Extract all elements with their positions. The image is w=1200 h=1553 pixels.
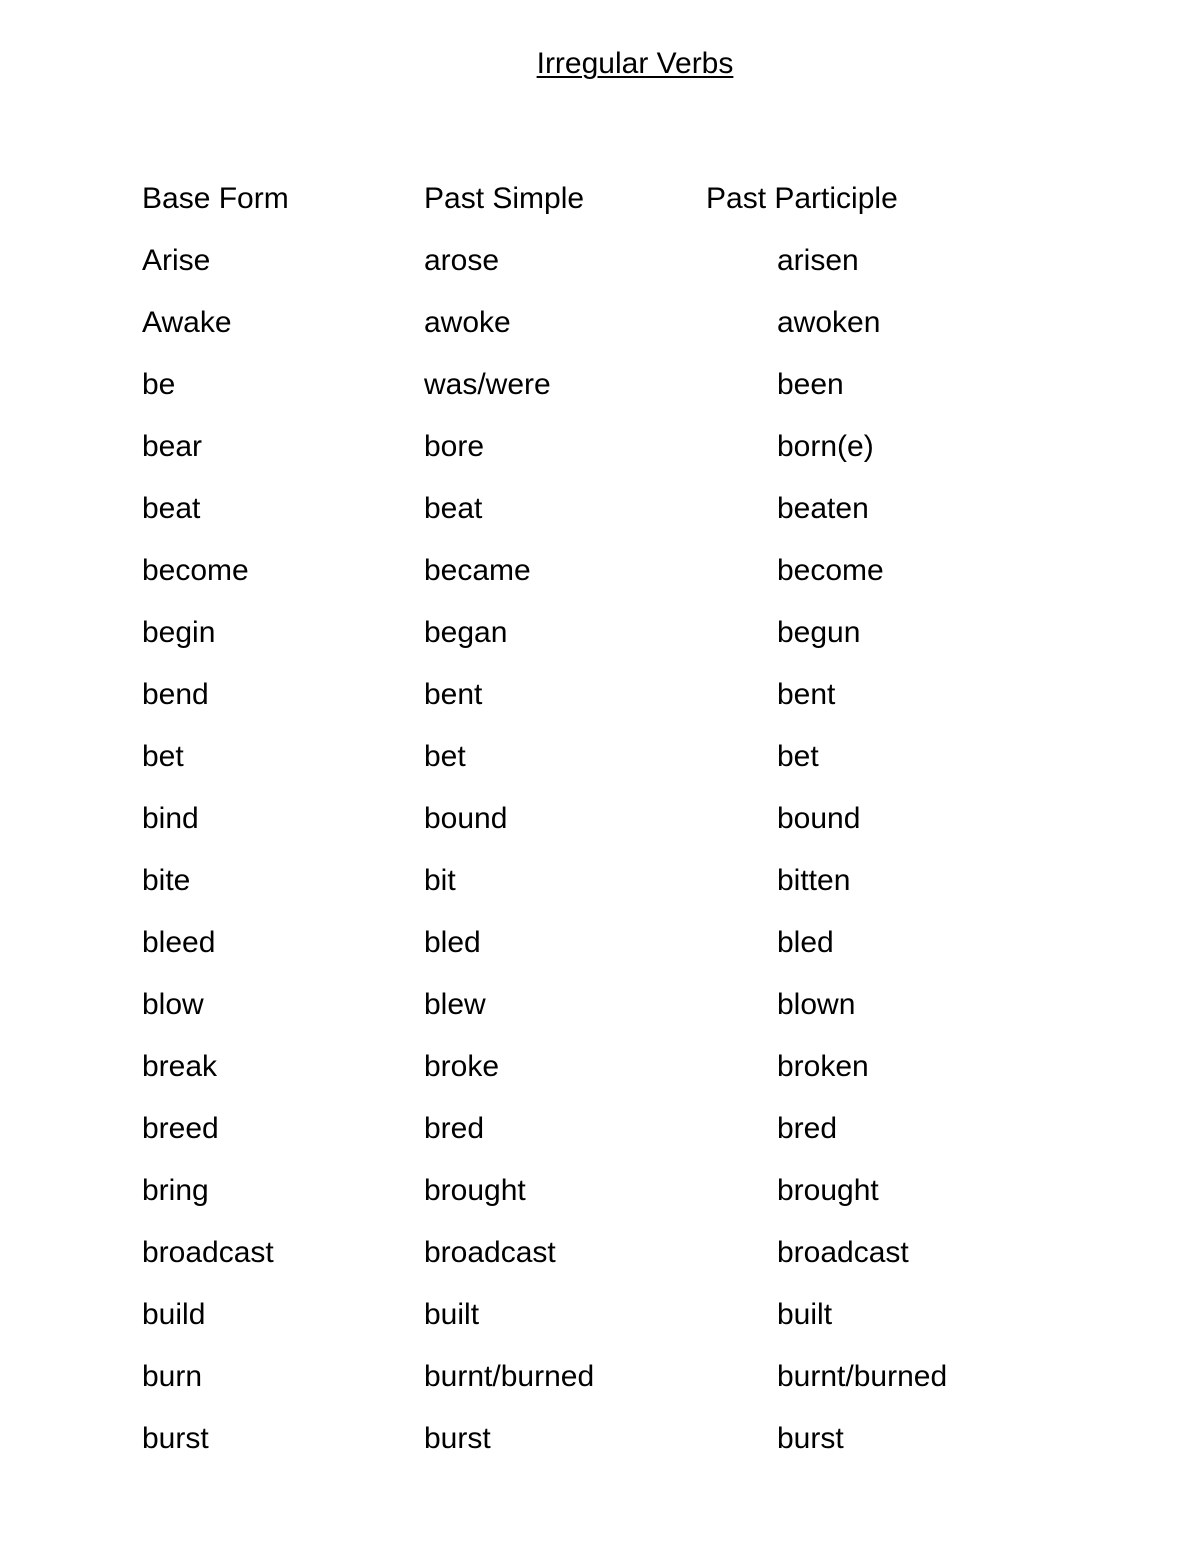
cell-base-form: become [142,554,249,587]
cell-past-simple: became [424,554,531,587]
cell-past-participle: born(e) [777,430,874,463]
cell-past-participle: burnt/burned [777,1360,948,1393]
cell-past-participle: bound [777,802,861,835]
cell-past-participle: bent [777,678,836,711]
cell-past-participle: bled [777,926,834,959]
cell-past-simple: broke [424,1050,500,1083]
cell-past-participle: been [777,368,844,401]
cell-base-form: Awake [142,306,232,339]
cell-past-simple: bit [424,864,456,897]
table-body [142,230,1107,1470]
cell-past-simple: beat [424,492,483,525]
table-row [142,1098,1107,1160]
cell-past-participle: become [777,554,884,587]
cell-past-participle: burst [777,1422,844,1455]
table-row [142,292,1107,354]
cell-base-form: bite [142,864,191,897]
cell-past-participle: built [777,1298,833,1331]
table-row [142,850,1107,912]
cell-past-simple: began [424,616,508,649]
irregular-verbs-table [142,168,1107,1470]
table-row [142,1222,1107,1284]
table-row [142,602,1107,664]
cell-base-form: bet [142,740,184,773]
cell-base-form: burn [142,1360,203,1393]
cell-past-participle: broken [777,1050,869,1083]
cell-past-participle: blown [777,988,856,1021]
table-row [142,230,1107,292]
cell-past-participle: bitten [777,864,851,897]
cell-past-simple: was/were [424,368,551,401]
table-row [142,1408,1107,1470]
header-row [142,168,1107,230]
cell-past-simple: brought [424,1174,526,1207]
cell-past-simple: bred [424,1112,485,1145]
table-row [142,912,1107,974]
cell-past-simple: bled [424,926,481,959]
table-row [142,788,1107,850]
cell-past-simple: awoke [424,306,511,339]
cell-base-form: beat [142,492,201,525]
cell-base-form: bend [142,678,209,711]
cell-past-participle: bet [777,740,819,773]
cell-past-simple: bore [424,430,485,463]
table-row [142,478,1107,540]
cell-base-form: Arise [142,244,211,277]
cell-past-simple: burnt/burned [424,1360,595,1393]
cell-past-simple: broadcast [424,1236,556,1269]
header-base-form: Base Form [142,182,289,215]
cell-past-participle: arisen [777,244,859,277]
table-row [142,1284,1107,1346]
table-row [142,354,1107,416]
table-row [142,1036,1107,1098]
cell-past-participle: beaten [777,492,869,525]
cell-base-form: breed [142,1112,219,1145]
cell-past-simple: blew [424,988,486,1021]
cell-base-form: begin [142,616,216,649]
cell-base-form: bring [142,1174,209,1207]
table-row [142,540,1107,602]
table-header [142,168,1107,230]
cell-past-participle: bred [777,1112,838,1145]
table-row [142,416,1107,478]
cell-past-participle: broadcast [777,1236,909,1269]
cell-base-form: burst [142,1422,209,1455]
cell-base-form: break [142,1050,218,1083]
table-row [142,1346,1107,1408]
cell-base-form: build [142,1298,206,1331]
cell-past-simple: bound [424,802,508,835]
cell-base-form: blow [142,988,204,1021]
cell-past-simple: arose [424,244,500,277]
table-row [142,974,1107,1036]
cell-past-participle: brought [777,1174,879,1207]
table-row [142,726,1107,788]
cell-past-simple: built [424,1298,480,1331]
cell-past-participle: begun [777,616,861,649]
table-row [142,664,1107,726]
cell-base-form: be [142,368,176,401]
cell-past-simple: burst [424,1422,491,1455]
cell-past-participle: awoken [777,306,881,339]
cell-base-form: bind [142,802,199,835]
cell-base-form: bleed [142,926,216,959]
page-title: Irregular Verbs [536,47,734,80]
cell-past-simple: bet [424,740,466,773]
header-past-participle: Past Participle [706,182,898,215]
table-row [142,1160,1107,1222]
cell-base-form: broadcast [142,1236,274,1269]
cell-base-form: bear [142,430,203,463]
header-past-simple: Past Simple [424,182,585,215]
cell-past-simple: bent [424,678,483,711]
